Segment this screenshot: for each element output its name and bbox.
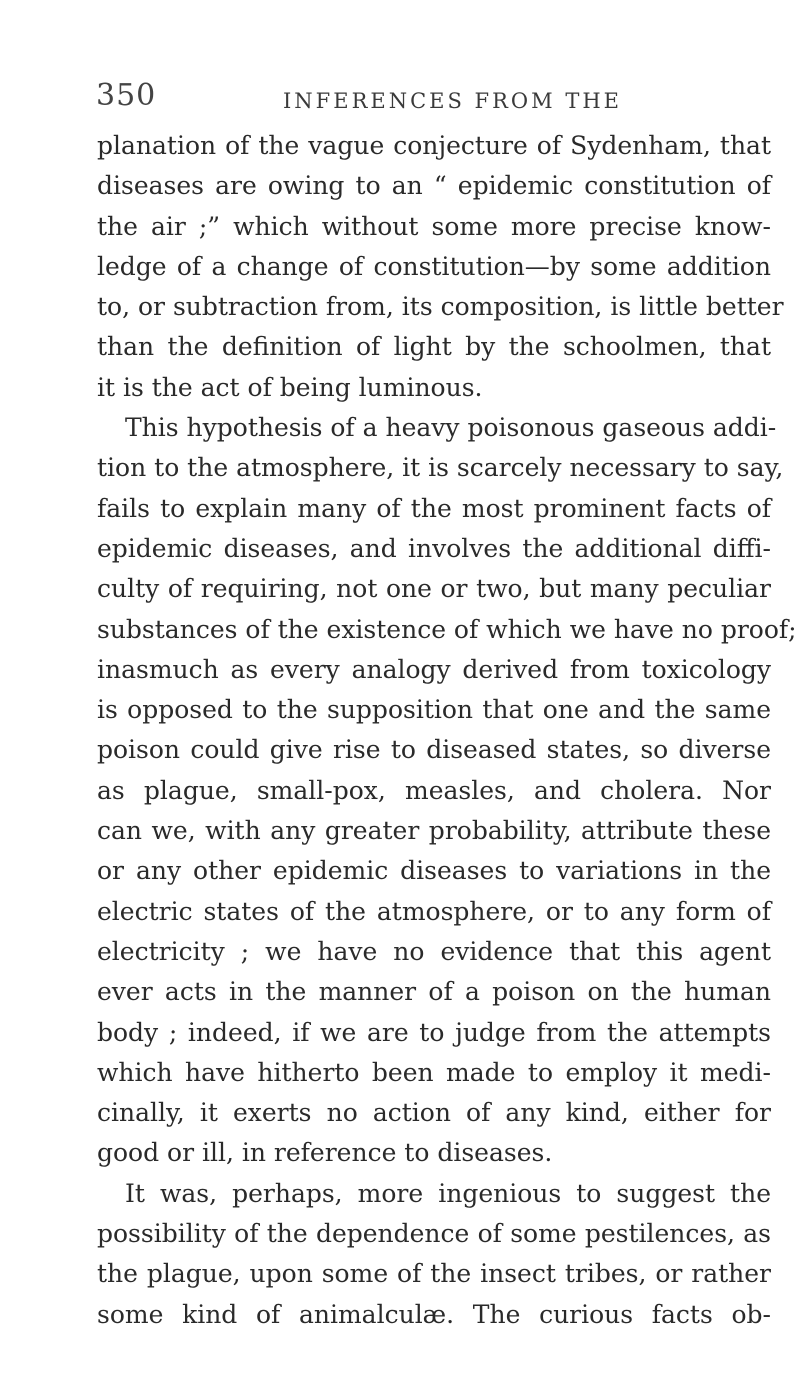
text-line: substances of the existence of which we have no proof; [97, 614, 797, 644]
text-line: inasmuch as every analogy derived from toxicology [97, 654, 771, 684]
text-line: it is the act of being luminous. [97, 372, 483, 402]
text-line: tion to the atmosphere, it is scarcely necessary to say, [97, 453, 784, 483]
running-head: INFERENCES FROM THE [283, 89, 622, 113]
text-line: can we, with any greater probability, attribute these [97, 816, 771, 846]
page-number: 350 [96, 78, 157, 113]
text-line: ever acts in the manner of a poison on the human [97, 977, 771, 1007]
text-line: which have hitherto been made to employ it medi- [97, 1057, 771, 1087]
text-line: is opposed to the supposition that one and the same [97, 695, 771, 725]
text-line: the air ;” which without some more precise know- [97, 211, 771, 241]
text-line: electricity ; we have no evidence that this agent [97, 936, 771, 966]
text-line: as plague, small-pox, measles, and cholera. Nor [97, 775, 771, 805]
text-line: some kind of animalculæ. The curious facts ob- [97, 1299, 771, 1329]
text-line: It was, perhaps, more ingenious to suggest the [125, 1178, 771, 1208]
text-line: body ; indeed, if we are to judge from the attempts [97, 1017, 771, 1047]
text-line: poison could give rise to diseased states, so diverse [97, 735, 771, 765]
text-line: planation of the vague conjecture of Sydenham, that [97, 131, 771, 160]
text-line: the plague, upon some of the insect tribes, or rather [97, 1259, 771, 1289]
text-line: possibility of the dependence of some pestilences, as [97, 1219, 771, 1249]
text-line: diseases are owing to an “ epidemic constitution of [97, 171, 771, 201]
body-text [97, 126, 797, 1335]
text-line: epidemic diseases, and involves the additional diffi- [97, 533, 771, 563]
text-line: electric states of the atmosphere, or to any form of [97, 896, 771, 926]
text-line: fails to explain many of the most prominent facts of [97, 493, 771, 523]
text-line: than the definition of light by the schoolmen, that [97, 332, 771, 362]
text-line: ledge of a change of constitution—by some addition [97, 251, 771, 281]
text-line: cinally, it exerts no action of any kind, either for [97, 1098, 771, 1128]
text-line: or any other epidemic diseases to variations in the [97, 856, 771, 886]
text-line: This hypothesis of a heavy poisonous gaseous addi- [125, 413, 777, 443]
text-line: to, or subtraction from, its composition, is little better [97, 292, 784, 322]
text-line: good or ill, in reference to diseases. [97, 1138, 553, 1168]
text-line: culty of requiring, not one or two, but many peculiar [97, 574, 771, 604]
